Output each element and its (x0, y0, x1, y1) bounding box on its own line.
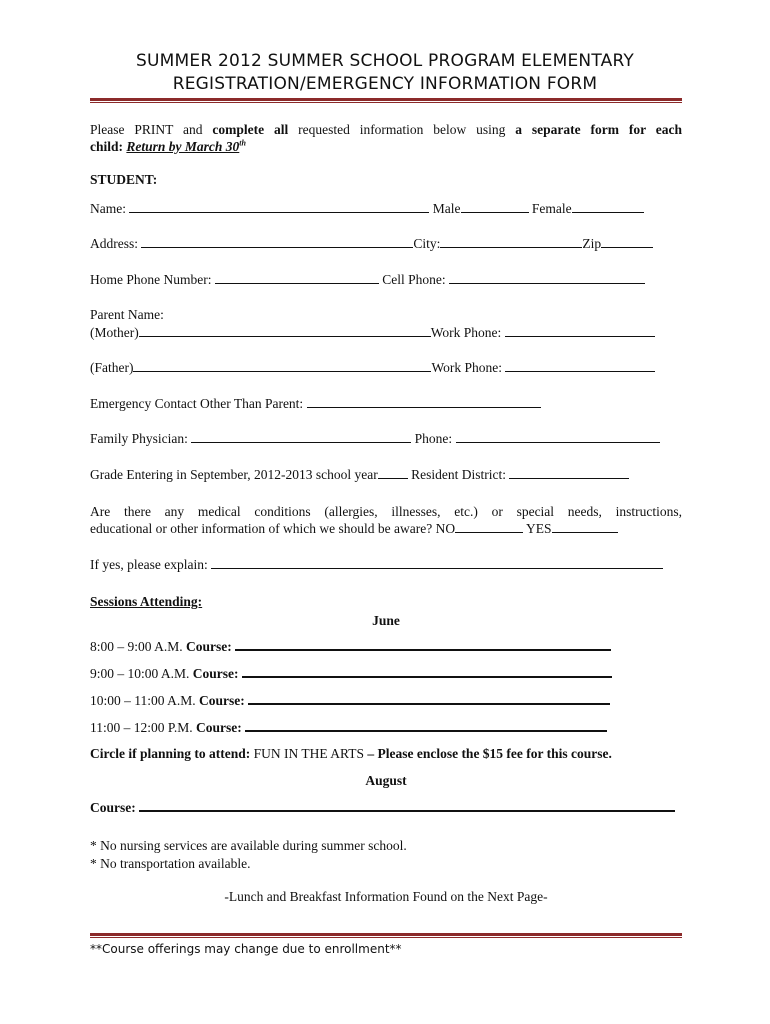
physician-field[interactable] (191, 430, 411, 443)
mother-row: (Mother) Work Phone: (90, 324, 682, 341)
female-field[interactable] (572, 200, 644, 213)
session-row: 9:00 – 10:00 A.M. Course: (90, 664, 682, 682)
medical-yes-field[interactable] (552, 520, 618, 533)
emergency-contact-field[interactable] (307, 395, 541, 408)
nursing-note: * No nursing services are available during summer school. (90, 838, 407, 853)
male-field[interactable] (461, 200, 529, 213)
student-heading: STUDENT: (90, 172, 158, 187)
intro-text: Please PRINT and complete all requested information below using a separate form for each child: Return by March 30th (90, 122, 682, 154)
june-heading: June (372, 613, 400, 628)
arts-note: Circle if planning to attend: FUN IN THE ARTS – Please enclose the $15 fee for this course. (90, 746, 612, 761)
mother-name-field[interactable] (139, 324, 431, 337)
course-field-3[interactable] (248, 691, 610, 705)
grade-field[interactable] (378, 466, 408, 479)
footer-note: **Course offerings may change due to enrollment** (90, 942, 402, 956)
emergency-row: Emergency Contact Other Than Parent: (90, 395, 682, 412)
session-row: 8:00 – 9:00 A.M. Course: (90, 637, 682, 655)
district-field[interactable] (509, 466, 629, 479)
father-row: (Father) Work Phone: (90, 359, 682, 376)
name-field[interactable] (129, 200, 429, 213)
return-deadline: Return by March 30 (126, 139, 240, 154)
mother-work-phone-field[interactable] (505, 324, 655, 337)
session-row: 10:00 – 11:00 A.M. Course: (90, 691, 682, 709)
cell-phone-field[interactable] (449, 271, 645, 284)
explain-field[interactable] (211, 556, 663, 569)
medical-question: Are there any medical conditions (allergies, illnesses, etc.) or special needs, instructions, educational or other information of which we should be aware? NO YES (90, 504, 682, 536)
home-phone-field[interactable] (215, 271, 379, 284)
august-course-field[interactable] (139, 798, 675, 812)
physician-row: Family Physician: Phone: (90, 430, 682, 447)
sessions-heading: Sessions Attending: (90, 594, 203, 609)
explain-row: If yes, please explain: (90, 556, 682, 573)
city-field[interactable] (440, 235, 582, 248)
header-divider (90, 98, 682, 103)
course-field-4[interactable] (245, 718, 607, 732)
next-page-note: -Lunch and Breakfast Information Found on the Next Page- (224, 889, 548, 904)
parent-name-label: Parent Name: (90, 307, 164, 322)
footer-divider (90, 933, 682, 938)
august-heading: August (365, 773, 407, 788)
session-row: 11:00 – 12:00 P.M. Course: (90, 718, 682, 736)
title-line-1: SUMMER 2012 SUMMER SCHOOL PROGRAM ELEMENTARY (136, 51, 634, 71)
fun-in-the-arts-option[interactable]: FUN IN THE ARTS (250, 746, 368, 761)
august-course-row: Course: (90, 798, 682, 816)
course-field-1[interactable] (235, 637, 611, 651)
medical-no-field[interactable] (455, 520, 523, 533)
father-work-phone-field[interactable] (505, 359, 655, 372)
address-row: Address: City: Zip (90, 235, 682, 252)
physician-phone-field[interactable] (456, 430, 660, 443)
title-line-2: REGISTRATION/EMERGENCY INFORMATION FORM (172, 74, 598, 94)
transport-note: * No transportation available. (90, 856, 251, 871)
name-row: Name: Male Female (90, 200, 682, 217)
grade-row: Grade Entering in September, 2012-2013 school year Resident District: (90, 466, 682, 483)
father-name-field[interactable] (133, 359, 431, 372)
course-field-2[interactable] (242, 664, 612, 678)
form-title (90, 50, 680, 96)
zip-field[interactable] (601, 235, 653, 248)
address-field[interactable] (141, 235, 413, 248)
phone-row: Home Phone Number: Cell Phone: (90, 271, 682, 288)
